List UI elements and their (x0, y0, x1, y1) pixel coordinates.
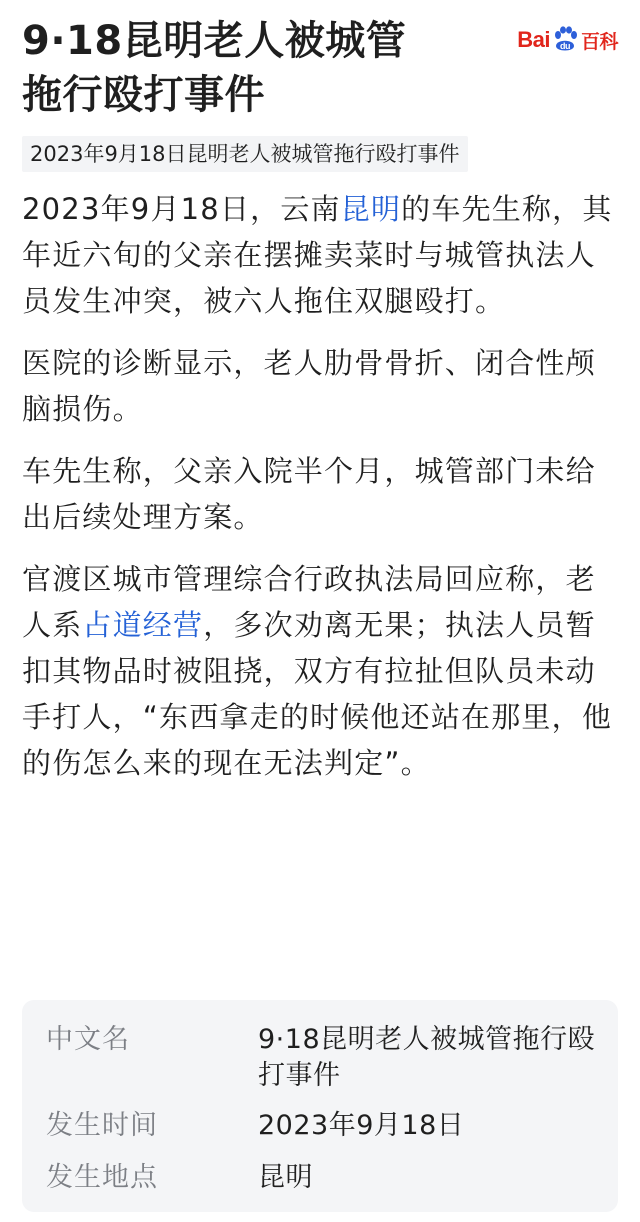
article-header (22, 14, 492, 122)
paw-icon (551, 26, 579, 54)
info-value: 9·18昆明老人被城管拖行殴打事件 (258, 1024, 596, 1091)
info-row-time (46, 1108, 598, 1144)
paragraph-1-text-b: 的车先生称，其年近六旬的父亲在摆摊卖菜时与城管执法人员发生冲突，被六人拖住双腿殴打。 (22, 192, 613, 318)
subtitle-chip: 2023年9月18日昆明老人被城管拖行殴打事件 (22, 136, 468, 172)
logo-text-du: du (559, 41, 570, 51)
kunming-link[interactable]: 昆明 (340, 192, 402, 226)
paragraph-4-text-b: ，多次劝离无果；执法人员暂扣其物品时被阻挠，双方有拉扯但队员未动手打人，“东西拿走的时候他还站在那里，他的伤怎么来的现在无法判定”。 (22, 608, 613, 780)
info-row-name (46, 1022, 598, 1094)
info-row-place (46, 1160, 598, 1196)
logo-text-bai: Bai (517, 27, 550, 52)
info-box (22, 1000, 618, 1212)
paragraph-2: 医院的诊断显示，老人肋骨骨折、闭合性颅脑损伤。 (22, 346, 596, 426)
info-value: 昆明 (258, 1162, 313, 1193)
paragraph-3: 车先生称，父亲入院半个月，城管部门未给出后续处理方案。 (22, 454, 596, 534)
paragraph-1 (22, 186, 622, 324)
info-key: 发生时间 (46, 1110, 158, 1141)
info-key: 发生地点 (46, 1162, 158, 1193)
baidu-baike-logo[interactable] (517, 26, 618, 54)
info-value: 2023年9月18日 (258, 1110, 465, 1141)
info-key: 中文名 (46, 1024, 130, 1055)
logo-text-baike: 百科 (580, 31, 618, 53)
paragraph-1-text-a: 2023年9月18日，云南 (22, 192, 341, 226)
title-line-1: 9·18昆明老人被城管 (22, 18, 407, 64)
street-vending-link[interactable]: 占道经营 (82, 608, 204, 642)
paragraph-4 (22, 556, 622, 786)
page-title (22, 14, 492, 122)
article-body (22, 186, 622, 802)
title-line-2: 拖行殴打事件 (22, 72, 265, 118)
paragraph-4-text-a: 官渡区城市管理综合行政执法局回应称，老人系 (22, 562, 596, 642)
